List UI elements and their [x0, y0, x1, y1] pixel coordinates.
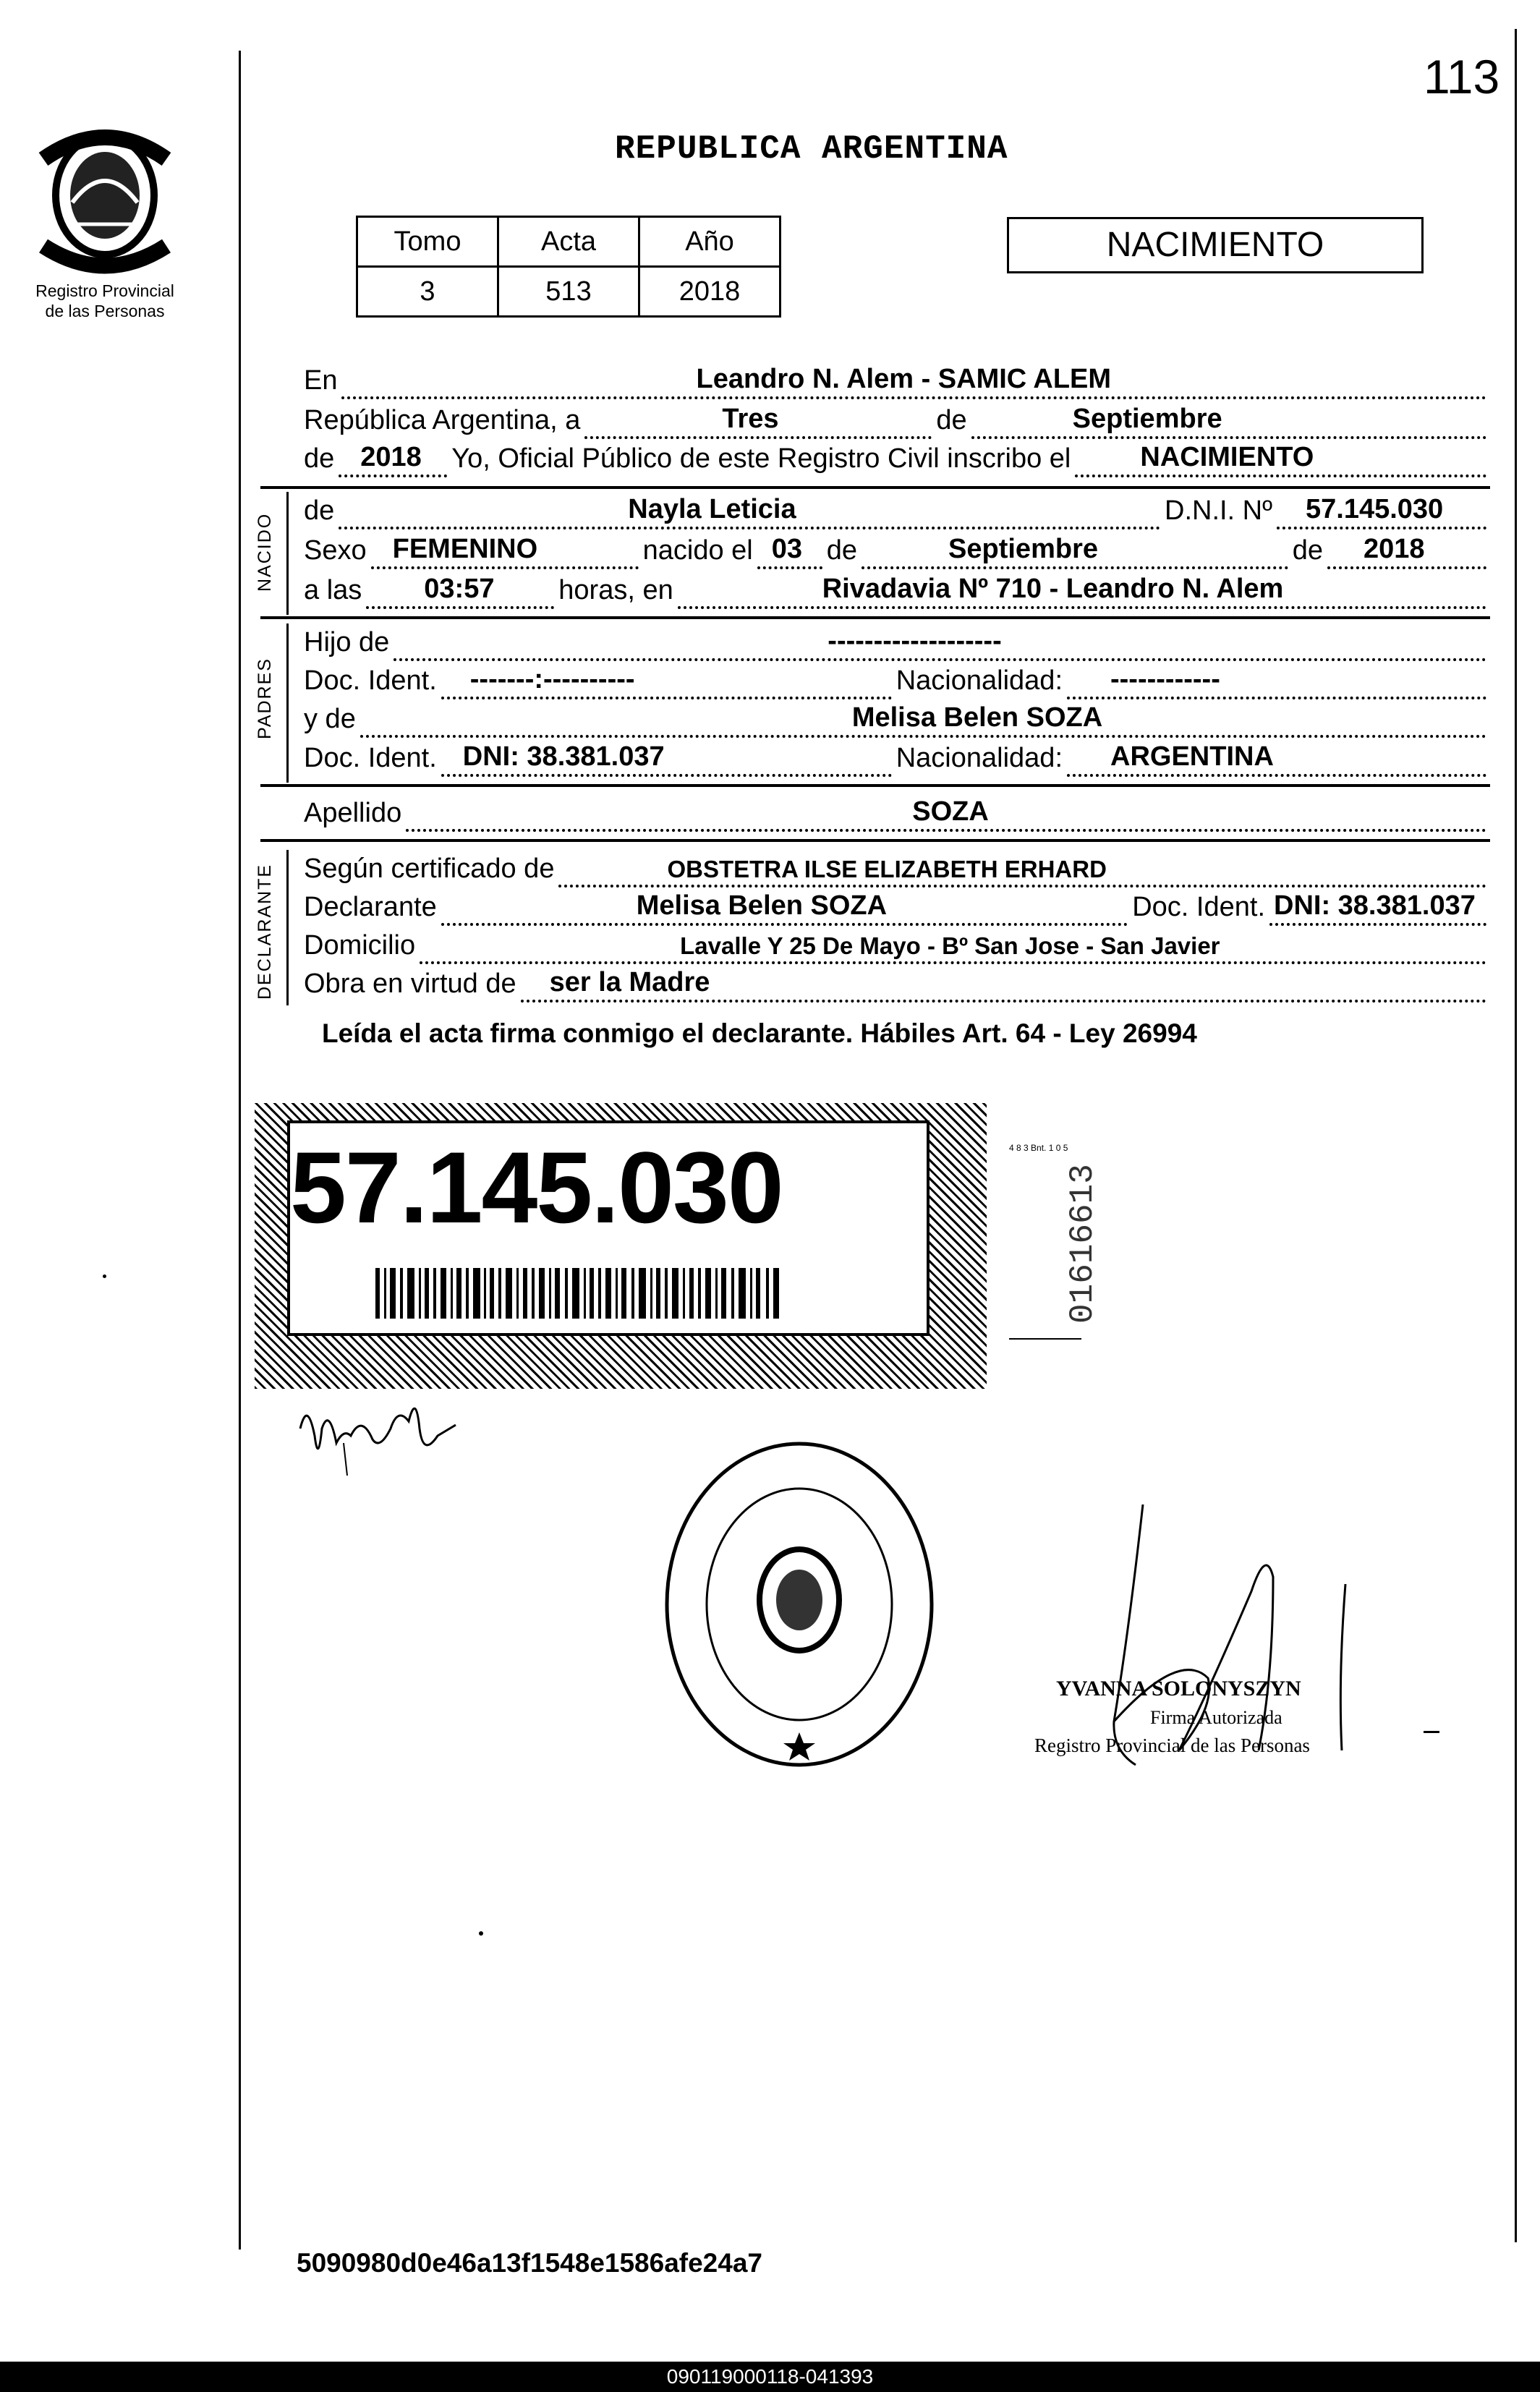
value-nac2: ARGENTINA	[1110, 741, 1274, 772]
label-republica: República Argentina, a	[304, 405, 581, 435]
value-mes: Septiembre	[1072, 404, 1222, 434]
label-sexo: Sexo	[304, 535, 367, 566]
sticker-small-text: 4 8 3 Bnt. 1 0 5	[1009, 1143, 1068, 1153]
label-domicilio: Domicilio	[304, 930, 416, 961]
value-hijo: -------------------	[828, 626, 1002, 656]
value-hora: 03:57	[424, 574, 495, 604]
value-nac1: ------------	[1110, 664, 1220, 694]
label-de-mes: de	[936, 405, 967, 435]
side-label-nacido: NACIDO	[255, 512, 275, 592]
row-domicilio	[304, 927, 1491, 964]
registrar-signature	[293, 1385, 459, 1479]
value-sexo: FEMENINO	[392, 534, 538, 564]
bottom-code-bar: 090119000118-041393	[0, 2362, 1540, 2392]
doc-type-box: NACIMIENTO	[1007, 217, 1424, 273]
table-header-acta: Acta	[498, 217, 639, 267]
value-nombre: Nayla Leticia	[628, 494, 796, 524]
value-dia-nac: 03	[771, 534, 803, 564]
value-segun: OBSTETRA ILSE ELIZABETH ERHARD	[667, 856, 1107, 882]
logo-caption-line1: Registro Provincial	[35, 281, 174, 300]
barcode	[375, 1268, 780, 1319]
label-doc1: Doc. Ident.	[304, 665, 437, 696]
authority-name: YVANNA SOLONYSZYN	[1056, 1677, 1301, 1701]
value-dia: Tres	[722, 404, 779, 434]
value-doc1: -------:----------	[469, 664, 635, 694]
label-yde: y de	[304, 704, 356, 734]
table-header-anio: Año	[639, 217, 780, 267]
row-declarante	[304, 888, 1491, 926]
label-de-anio: de	[304, 443, 335, 474]
value-doc-decl: DNI: 38.381.037	[1274, 890, 1476, 921]
label-apellido: Apellido	[304, 798, 402, 828]
label-hijo: Hijo de	[304, 627, 390, 657]
registry-table	[356, 216, 781, 318]
label-obra: Obra en virtud de	[304, 969, 516, 999]
table-value-tomo: 3	[357, 267, 498, 317]
page-number: 113	[1424, 50, 1500, 103]
value-obra: ser la Madre	[549, 967, 710, 997]
value-declarante: Melisa Belen SOZA	[636, 890, 888, 921]
label-inscribo: Yo, Oficial Público de este Registro Civil inscribo el	[451, 443, 1071, 474]
authority-office: Registro Provincial de las Personas	[1034, 1735, 1310, 1756]
side-code-box	[1009, 1157, 1102, 1345]
label-doc2: Doc. Ident.	[304, 743, 437, 773]
value-en: Leandro N. Alem - SAMIC ALEM	[696, 364, 1112, 394]
value-inscribo: NACIMIENTO	[1140, 442, 1314, 472]
row-sexo	[304, 532, 1491, 569]
document-title: REPUBLICA ARGENTINA	[615, 130, 1008, 168]
row-doc2	[304, 739, 1491, 777]
label-declarante: Declarante	[304, 892, 437, 922]
right-border	[1515, 29, 1517, 2242]
logo-caption	[0, 281, 210, 321]
label-a-las: a las	[304, 575, 362, 605]
row-segun	[304, 850, 1491, 888]
table-header-tomo: Tomo	[357, 217, 498, 267]
label-en: En	[304, 365, 338, 396]
province-logo	[29, 116, 181, 275]
label-segun: Según certificado de	[304, 854, 555, 884]
official-stamp	[662, 1439, 937, 1769]
row-obra	[304, 965, 1491, 1003]
label-de-nombre: de	[304, 495, 335, 526]
row-doc1	[304, 662, 1491, 699]
row-yde	[304, 700, 1491, 738]
row-anio	[304, 440, 1491, 477]
label-dni: D.N.I. Nº	[1165, 495, 1272, 526]
table-value-acta: 513	[498, 267, 639, 317]
side-label-declarante: DECLARANTE	[255, 863, 275, 1000]
value-anio-nac: 2018	[1364, 534, 1425, 564]
row-apellido	[304, 794, 1491, 832]
table-value-anio: 2018	[639, 267, 780, 317]
authority-role: Firma Autorizada	[1150, 1707, 1282, 1728]
value-anio: 2018	[360, 442, 422, 472]
label-de-anio-nac: de	[1292, 535, 1323, 566]
id-sticker	[255, 1103, 987, 1389]
value-doc2: DNI: 38.381.037	[462, 741, 665, 772]
label-nac2: Nacionalidad:	[896, 743, 1063, 773]
sticker-number: 57.145.030	[290, 1131, 783, 1244]
document-hash: 5090980d0e46a13f1548e1586afe24a7	[297, 2248, 762, 2278]
left-border	[239, 51, 241, 2250]
row-hora	[304, 571, 1491, 609]
side-code: 01616613	[1064, 1164, 1102, 1324]
row-hijo	[304, 623, 1491, 661]
value-dni: 57.145.030	[1306, 494, 1444, 524]
value-domicilio: Lavalle Y 25 De Mayo - Bº San Jose - San Javier	[680, 932, 1220, 959]
value-apellido: SOZA	[912, 796, 989, 827]
closing-text: Leída el acta firma conmigo el declarante. Hábiles Art. 64 - Ley 26994	[322, 1018, 1197, 1048]
row-nombre	[304, 492, 1491, 529]
logo-caption-line2: de las Personas	[45, 302, 165, 320]
misiones-shield-icon	[29, 116, 181, 275]
value-lugar: Rivadavia Nº 710 - Leandro N. Alem	[822, 574, 1284, 604]
label-de-mes-nac: de	[826, 535, 858, 566]
value-mes-nac: Septiembre	[948, 534, 1098, 564]
value-madre: Melisa Belen SOZA	[851, 702, 1103, 733]
row-republica	[304, 401, 1491, 439]
label-doc-ident-decl: Doc. Ident.	[1132, 892, 1265, 922]
label-horas-en: horas, en	[558, 575, 673, 605]
label-nacido-el: nacido el	[642, 535, 753, 566]
side-label-padres: PADRES	[255, 657, 275, 739]
registry-stamp-icon	[662, 1439, 937, 1769]
row-en	[304, 362, 1491, 399]
label-nac1: Nacionalidad:	[896, 665, 1063, 696]
